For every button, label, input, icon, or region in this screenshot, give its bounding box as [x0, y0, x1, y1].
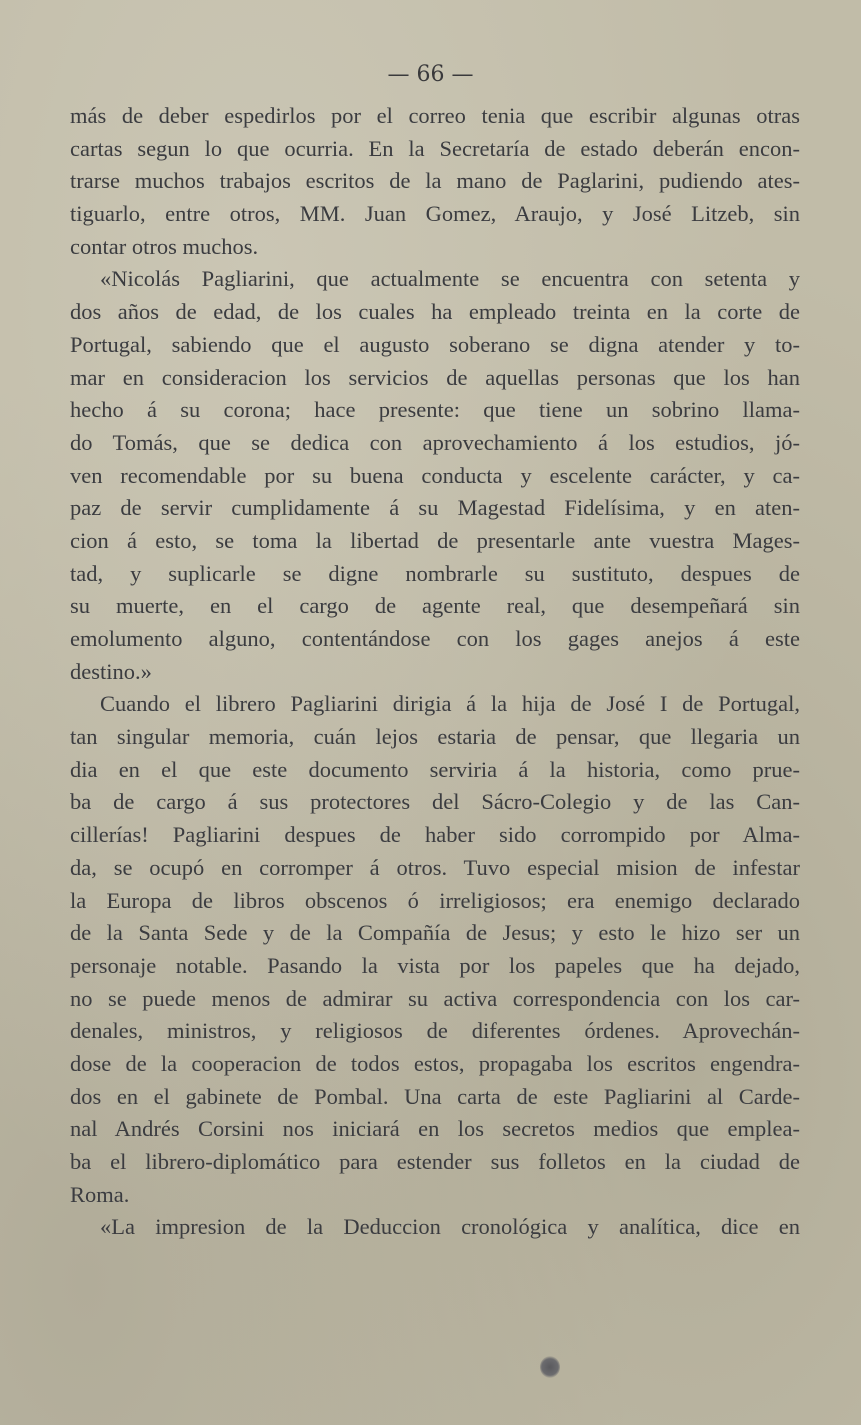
text-line: do Tomás, que se dedica con aprovechamiento á los estudios, jó-	[70, 429, 800, 455]
text-line: cillerías! Pagliarini despues de haber sido corrompido por Alma-	[70, 822, 800, 848]
text-line: no se puede menos de admirar su activa correspondencia con los car-	[70, 985, 800, 1011]
text-line: Cuando el librero Pagliarini dirigia á la hija de José I de Portugal,	[100, 691, 800, 717]
ink-spot	[540, 1356, 560, 1378]
text-line: emolumento alguno, contentándose con los gages anejos á este	[70, 626, 800, 651]
body-text	[70, 100, 800, 1244]
text-line: más de deber espedirlos por el correo tenia que escribir algunas otras	[70, 103, 800, 128]
text-line: destino.»	[70, 658, 152, 684]
text-line: ba el librero-diplomático para estender sus folletos en la ciudad de	[70, 1149, 800, 1174]
page-number: — 66 —	[387, 62, 474, 87]
text-line: la Europa de libros obscenos ó irreligiosos; era enemigo declarado	[70, 887, 800, 913]
text-line: dia en el que este documento serviria á la historia, como prue-	[70, 756, 800, 782]
text-line: Portugal, sabiendo que el augusto soberano se digna atender y to-	[70, 331, 800, 357]
text-line: tan singular memoria, cuán lejos estaria de pensar, que llegaria un	[70, 724, 800, 750]
text-line: dos en el gabinete de Pombal. Una carta de este Pagliarini al Carde-	[70, 1083, 800, 1109]
text-line: paz de servir cumplidamente á su Magestad Fidelísima, y en aten-	[70, 495, 800, 521]
text-line: denales, ministros, y religiosos de diferentes órdenes. Aprovechán-	[70, 1018, 800, 1044]
text-line: su muerte, en el cargo de agente real, que desempeñará sin	[70, 593, 800, 619]
text-line: tiguarlo, entre otros, MM. Juan Gomez, Araujo, y José Litzeb, sin	[70, 201, 800, 227]
text-line: «Nicolás Pagliarini, que actualmente se encuentra con setenta y	[100, 266, 800, 292]
text-line: trarse muchos trabajos escritos de la mano de Paglarini, pudiendo ates-	[70, 168, 800, 194]
text-line: cion á esto, se toma la libertad de presentarle ante vuestra Mages-	[70, 527, 800, 553]
text-line: dose de la cooperacion de todos estos, propagaba los escritos engendra-	[70, 1050, 800, 1076]
text-line: cartas segun lo que ocurria. En la Secretaría de estado deberán encon-	[70, 135, 800, 161]
text-line: mar en consideracion los servicios de aquellas personas que los han	[70, 364, 800, 390]
text-line: ba de cargo á sus protectores del Sácro-Colegio y de las Can-	[70, 789, 800, 815]
text-line: personaje notable. Pasando la vista por los papeles que ha dejado,	[70, 952, 800, 978]
text-line: dos años de edad, de los cuales ha empleado treinta en la corte de	[70, 299, 800, 325]
text-line: ven recomendable por su buena conducta y escelente carácter, y ca-	[70, 462, 800, 488]
text-line: Roma.	[70, 1181, 130, 1207]
text-line: hecho á su corona; hace presente: que tiene un sobrino llama-	[70, 397, 800, 423]
text-line: tad, y suplicarle se digne nombrarle su sustituto, despues de	[70, 560, 800, 586]
text-line: nal Andrés Corsini nos iniciará en los secretos medios que emplea-	[70, 1116, 800, 1142]
text-line: de la Santa Sede y de la Compañía de Jesus; y esto le hizo ser un	[70, 920, 800, 946]
text-line: da, se ocupó en corromper á otros. Tuvo especial mision de infestar	[70, 854, 800, 880]
text-line: «La impresion de la Deduccion cronológica y analítica, dice en	[100, 1214, 800, 1240]
text-line: contar otros muchos.	[70, 233, 259, 259]
